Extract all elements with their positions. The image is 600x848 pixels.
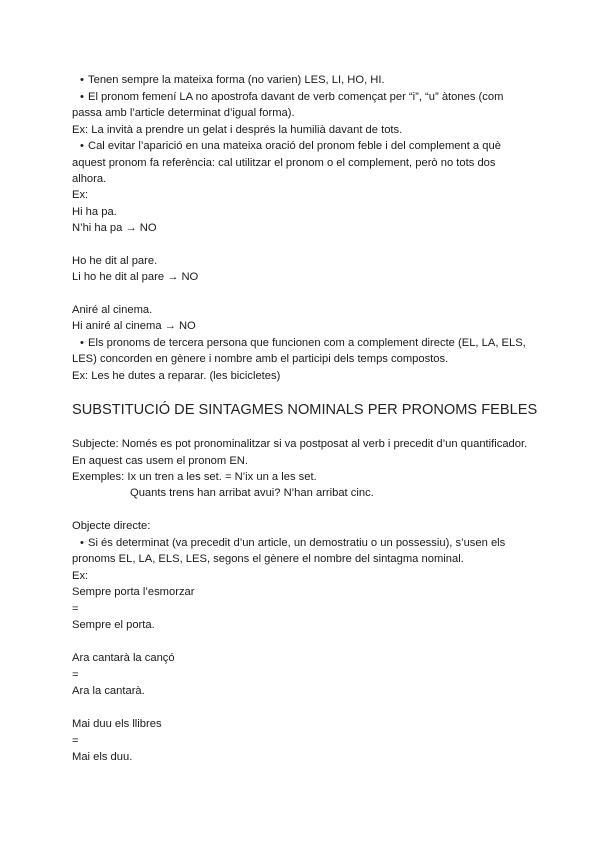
example-line: Ho he dit al pare. — [72, 255, 158, 267]
bullet-line: • El pronom femení LA no apostrofa davant de verb començat per “i”, “u” àtones (com — [80, 89, 503, 106]
example-label: Ex: — [72, 189, 89, 201]
text-line: pronoms EL, LA, ELS, LES, segons el gènere el nombre del sintagma nominal. — [72, 553, 464, 565]
text-line: passa amb l’article determinat d’igual forma). — [72, 107, 295, 119]
text-line: Subjecte: Només es pot pronominalitzar si va postposat al verb i precedit d’un quantificador. — [72, 438, 528, 450]
example-line: Sempre porta l’esmorzar — [72, 586, 195, 598]
example-line: Ex: La invità a prendre un gelat i després la humilià davant de tots. — [72, 124, 403, 136]
bullet-line: • Si és determinat (va precedit d’un article, un demostratiu o un possessiu), s’usen els — [80, 535, 505, 552]
bullet-line: • Els pronoms de tercera persona que funcionen com a complement directe (EL, LA, ELS, — [80, 335, 526, 352]
equals-line: = — [72, 735, 79, 747]
example-line: Ara la cantarà. — [72, 685, 145, 697]
section-heading: SUBSTITUCIÓ DE SINTAGMES NOMINALS PER PRONOMS FEBLES — [72, 402, 538, 418]
example-line: Mai els duu. — [72, 751, 133, 763]
bullet-line: • Cal evitar l’aparició en una mateixa oració del pronom feble i del complement a què — [80, 138, 501, 155]
bullet-line: • Tenen sempre la mateixa forma (no varien) LES, LI, HO, HI. — [80, 72, 385, 89]
example-line: Hi ha pa. — [72, 206, 117, 218]
example-line: Hi aniré al cinema → NO — [72, 320, 196, 332]
subheading: Objecte directe: — [72, 520, 151, 532]
example-line: Aniré al cinema. — [72, 304, 153, 316]
equals-line: = — [72, 669, 79, 681]
text-line: LES) concorden en gènere i nombre amb el participi dels temps compostos. — [72, 353, 449, 365]
example-line: Ex: Les he dutes a reparar. (les bicicletes) — [72, 370, 281, 382]
example-line: Exemples: Ix un tren a les set. = N’ix un a les set. — [72, 471, 317, 483]
example-line: Ara cantarà la cançó — [72, 652, 175, 664]
example-line: Quants trens han arribat avui? N’han arribat cinc. — [130, 487, 374, 499]
example-line: Mai duu els llibres — [72, 718, 162, 730]
text-line: En aquest cas usem el pronom EN. — [72, 455, 248, 467]
example-line: Sempre el porta. — [72, 619, 155, 631]
example-label: Ex: — [72, 570, 89, 582]
example-line: N’hi ha pa → NO — [72, 222, 157, 234]
text-line: alhora. — [72, 173, 107, 185]
example-line: Li ho he dit al pare → NO — [72, 271, 199, 283]
text-line: aquest pronom fa referència: cal utilitzar el pronom o el complement, però no tots dos — [72, 157, 496, 169]
equals-line: = — [72, 603, 79, 615]
